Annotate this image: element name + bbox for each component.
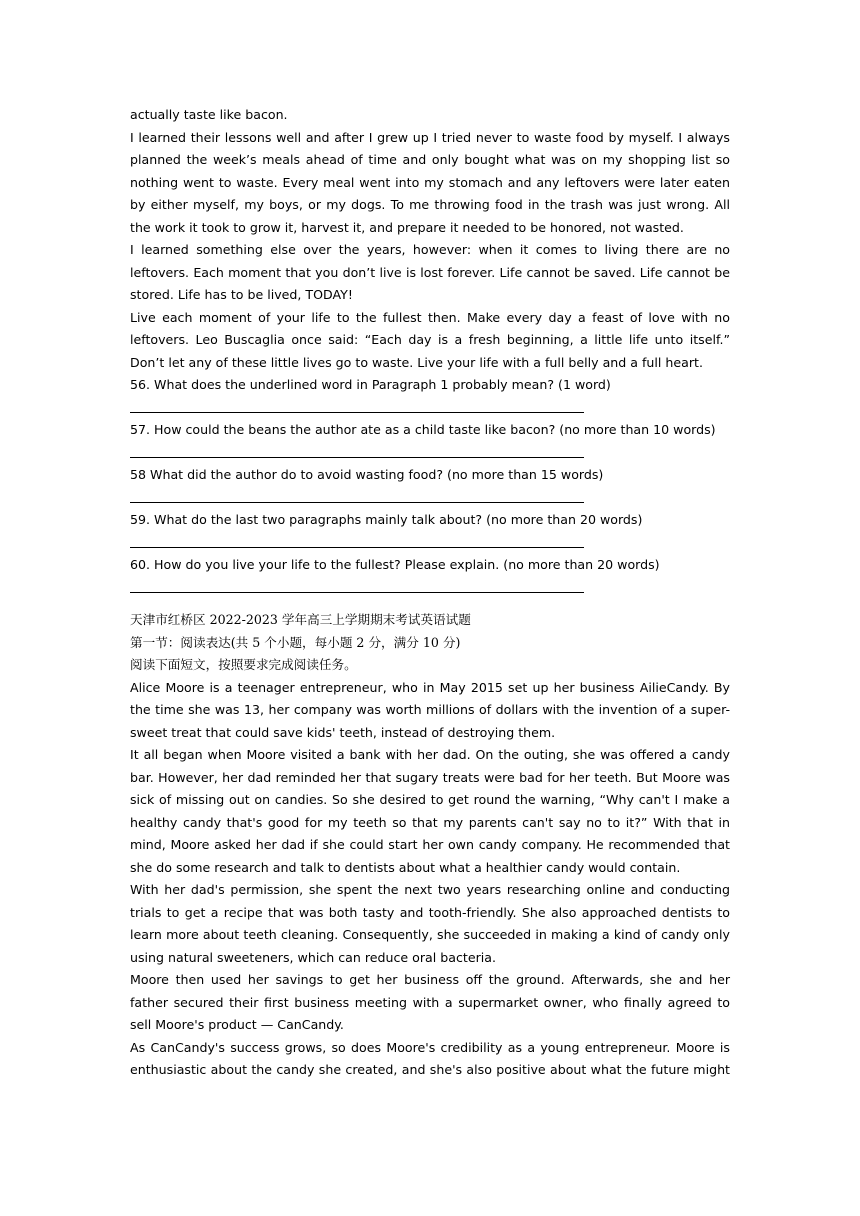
document-page — [130, 104, 730, 1082]
passage1-paragraph-3: Live each moment of your life to the fullest then. Make every day a feast of love with no leftovers. Leo Buscaglia once said: “Each day is a fresh beginning, a little life unto itself.” Don’t let any of these little lives go to waste. Live your life with a full belly and a full heart. — [130, 309, 730, 370]
passage2-paragraph-2: It all began when Moore visited a bank with her dad. On the outing, she was offered a candy bar. However, her dad reminded her that sugary treats were bad for her teeth. But Moore was sick of missing out on candies. So she desired to get round the warning, “Why can't I make a healthy candy that's good for my teeth so that my parents can't say no to it?” With that in mind, Moore asked her dad if she could start her own candy company. He recommended that she do some research and talk to dentists about what a healthier candy would contain. — [130, 747, 730, 875]
passage2-paragraph-1: Alice Moore is a teenager entrepreneur, who in May 2015 set up her business AilieCandy. By the time she was 13, her company was worth millions of dollars with the invention of a super-sweet treat that could save kids' teeth, instead of destroying them. — [130, 679, 730, 740]
section2-instruction: 阅读下面短文，按照要求完成阅读任务。 — [130, 657, 357, 672]
question-60: 60. How do you live your life to the fullest? Please explain. (no more than 20 words) — [130, 557, 660, 572]
answer-rule — [130, 412, 584, 413]
question-58: 58 What did the author do to avoid wasting food? (no more than 15 words) — [130, 467, 604, 482]
passage2-paragraph-5: As CanCandy's success grows, so does Moore's credibility as a young entrepreneur. Moore is enthusiastic about the candy she created, and she's also positive about what the future might — [130, 1039, 730, 1077]
answer-line-58[interactable] — [130, 487, 730, 510]
answer-rule — [130, 502, 584, 503]
answer-rule — [130, 457, 584, 458]
answer-line-59[interactable] — [130, 532, 730, 555]
answer-line-60[interactable] — [130, 577, 730, 600]
question-59: 59. What do the last two paragraphs mainly talk about? (no more than 20 words) — [130, 512, 643, 527]
answer-rule — [130, 592, 584, 593]
answer-line-56[interactable] — [130, 397, 730, 420]
section-gap — [130, 599, 730, 609]
passage2-paragraph-3: With her dad's permission, she spent the next two years researching online and conducting trials to get a recipe that was both tasty and tooth-friendly. She also approached dentists to learn more about teeth cleaning. Consequently, she succeeded in making a kind of candy only using natural sweeteners, which can reduce oral bacteria. — [130, 882, 730, 965]
section2-subtitle: 第一节：阅读表达(共 5 个小题，每小题 2 分，满分 10 分) — [130, 634, 461, 650]
answer-rule — [130, 547, 584, 548]
section2-title: 天津市红桥区 2022-2023 学年高三上学期期末考试英语试题 — [130, 612, 471, 627]
question-57: 57. How could the beans the author ate as a child taste like bacon? (no more than 10 words) — [130, 422, 716, 437]
passage1-paragraph-2: I learned something else over the years, however: when it comes to living there are no leftovers. Each moment that you don’t live is lost forever. Life cannot be saved. Life cannot be stored. Life has to be lived, TODAY! — [130, 242, 730, 302]
passage1-paragraph-1: I learned their lessons well and after I grew up I tried never to waste food by myself. I always planned the week’s meals ahead of time and only bought what was on my shopping list so nothing went to waste. Every meal went into my stomach and any leftovers were later eaten by either myself, my boys, or my dogs. To me throwing food in the trash was just wrong. All the work it took to grow it, harvest it, and prepare it needed to be honored, not wasted. — [130, 129, 730, 235]
passage1-paragraph-0: actually taste like bacon. — [130, 107, 288, 122]
answer-line-57[interactable] — [130, 442, 730, 465]
passage2-paragraph-4: Moore then used her savings to get her business off the ground. Afterwards, she and her father secured their first business meeting with a supermarket owner, who finally agreed to sell Moore's product — CanCandy. — [130, 972, 730, 1032]
question-56: 56. What does the underlined word in Paragraph 1 probably mean? (1 word) — [130, 377, 611, 392]
